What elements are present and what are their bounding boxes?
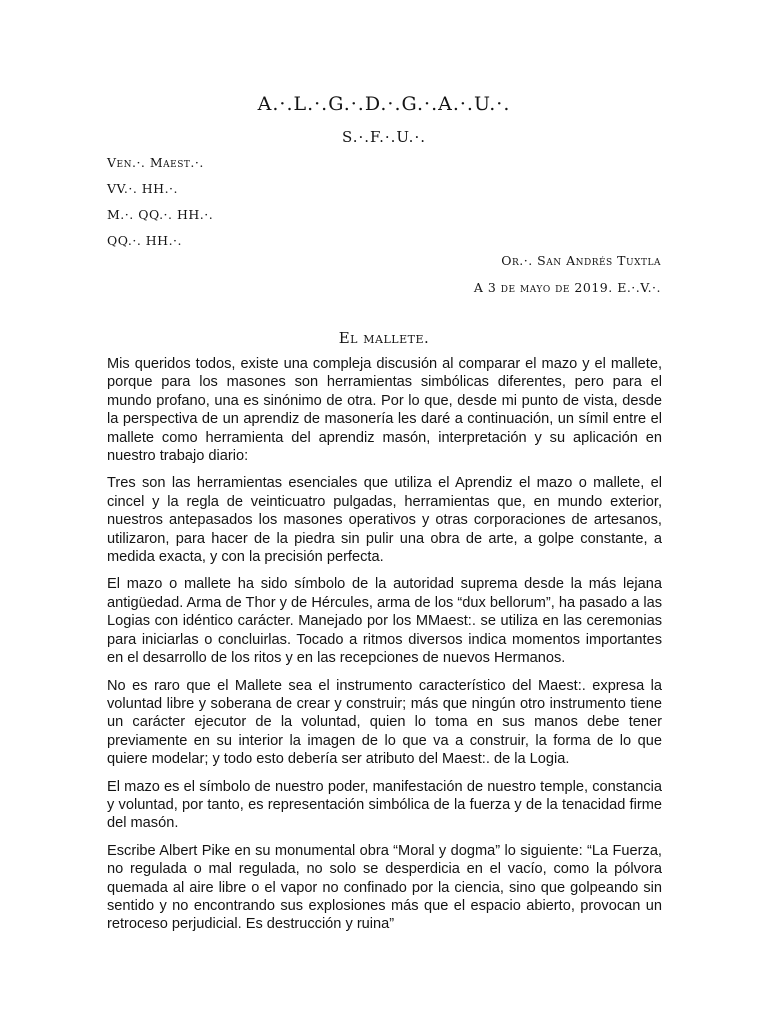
salutation-line: VV.·. HH.·. [107,181,178,196]
body-text [107,355,662,943]
paragraph: El mazo o mallete ha sido símbolo de la autoridad suprema desde la más lejana antigüedad. Arma de Thor y de Hércules, arma de los “dux bellorum”, ha pasado a las Logias con idéntico carácter. Manejado por los MMaest:. se utiliza en las ceremonias para iniciarlas o concluirlas. Tocado a ritmos diversos indica momentos importantes en el desarrollo de los ritos y en las recepciones de nuevos Hermanos. [107,576,662,667]
paragraph: No es raro que el Mallete sea el instrumento característico del Maest:. expresa la voluntad libre y soberana de crear y construir; más que ningún otro instrumento tiene un carácter ejecutor de la voluntad, quien lo toma en sus manos debe tener previamente en su interior la imagen de lo que va a construir, la forma de lo que quiere modelar; y todo esto debería ser atributo del Maest:. de la Logia. [107,677,662,768]
sub-heading: S.·.F.·.U.·. [342,128,426,146]
salutations-block [107,154,213,258]
place-line: Or.·. San Andrés Tuxtla [501,253,661,268]
salutation-line: Ven.·. Maest.·. [107,155,204,170]
salutation-line: QQ.·. HH.·. [107,233,182,248]
paragraph: El mazo es el símbolo de nuestro poder, manifestación de nuestro temple, constancia y voluntad, por tanto, es representación simbólica de la fuerza y de la tenacidad firme del masón. [107,778,662,832]
document-title: El mallete. [338,329,430,347]
place-date-block [474,252,661,306]
salutation-line: M.·. QQ.·. HH.·. [107,207,214,222]
paragraph: Tres son las herramientas esenciales que utiliza el Aprendiz el mazo o mallete, el cincel y la regla de veinticuatro pulgadas, herramientas que, en mundo exterior, nuestros antepasados los masones operativos y otras corporaciones de artesanos, utilizaron, para hacer de la piedra sin pulir una obra de arte, a golpe constante, a medida exacta, y con la precisión perfecta. [107,475,662,566]
date-line: A 3 de mayo de 2019. E.·.V.·. [473,280,661,295]
main-heading: A.·.L.·.G.·.D.·.G.·.A.·.U.·. [257,93,511,115]
paragraph: Escribe Albert Pike en su monumental obra “Moral y dogma” lo siguiente: “La Fuerza, no regulada o mal regulada, no solo se desperdicia en el vacío, como la pólvora quemada al aire libre o el vapor no confinado por la ciencia, sino que golpeando sin sentido y no encontrando sus explosiones más que el espacio abierto, provocan un retroceso perjudicial. Es destrucción y ruina” [107,842,662,933]
paragraph: Mis queridos todos, existe una compleja discusión al comparar el mazo y el mallete, porque para los masones son herramientas simbólicas diferentes, pero para el mundo profano, una es sinónimo de otra. Por lo que, desde mi punto de vista, desde la perspectiva de un aprendiz de masonería les daré a continuación, un símil entre el mallete como herramienta del aprendiz masón, interpretación y su aplicación en nuestro trabajo diario: [107,356,662,465]
